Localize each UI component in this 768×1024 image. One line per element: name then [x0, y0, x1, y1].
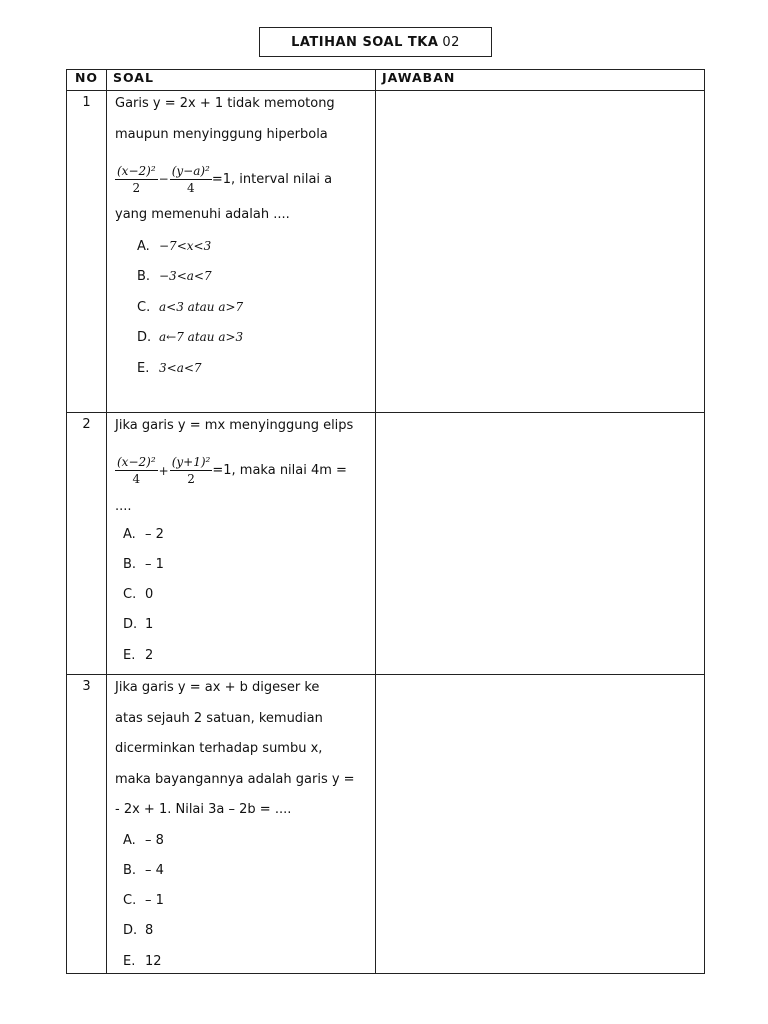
- option-label: C.: [137, 299, 151, 315]
- equation: [115, 446, 375, 496]
- option-text: 0: [145, 587, 154, 603]
- question-number: 2: [67, 413, 107, 675]
- fraction: [115, 454, 158, 487]
- question-cell: [107, 675, 376, 974]
- table-header-row: [67, 70, 705, 91]
- option-label: D.: [123, 617, 138, 633]
- question-text: Garis y = 2x + 1 tidak memotong: [115, 96, 335, 111]
- title-number: 02: [442, 34, 460, 50]
- question-text: Jika garis y = mx menyinggung elips: [115, 418, 354, 433]
- option-label: B.: [137, 269, 151, 284]
- answer-option: [107, 860, 375, 890]
- question-text: - 2x + 1. Nilai 3a – 2b = ....: [115, 802, 292, 817]
- option-label: E.: [123, 647, 136, 663]
- option-label: D.: [123, 923, 138, 939]
- option-text: 3<a<7: [159, 360, 202, 375]
- question-text: maupun menyinggung hiperbola: [115, 126, 328, 142]
- question-cell: [107, 413, 376, 675]
- fraction-numerator: (y−a)²: [171, 163, 210, 178]
- answer-option: [107, 614, 375, 644]
- operator: −: [158, 172, 169, 186]
- option-label: A.: [123, 832, 136, 848]
- equation-tail: =1, maka nilai 4m =: [212, 463, 347, 478]
- fraction: [170, 454, 213, 487]
- fraction-denominator: 2: [132, 180, 141, 195]
- option-label: B.: [123, 862, 137, 878]
- option-label: A.: [137, 238, 150, 254]
- header-soal: SOAL: [107, 70, 376, 91]
- option-label: E.: [137, 360, 150, 376]
- fraction-numerator: (y+1)²: [171, 455, 211, 469]
- document-title: [259, 27, 492, 57]
- equation: [115, 154, 375, 204]
- option-text: −3<a<7: [159, 269, 212, 283]
- option-text: 1: [145, 617, 154, 633]
- answer-option: [107, 951, 375, 973]
- fraction: [115, 163, 158, 196]
- answer-option: [107, 584, 375, 614]
- option-text: −7<x<3: [159, 238, 212, 253]
- option-text: a←7 atau a>3: [159, 330, 244, 344]
- fraction-numerator: (x−2)²: [117, 163, 156, 178]
- answer-option: [107, 920, 375, 950]
- option-text: – 4: [145, 862, 164, 878]
- answer-option: [115, 235, 375, 266]
- fraction: [170, 163, 212, 196]
- title-text: LATIHAN SOAL TKA: [291, 34, 439, 50]
- fraction-denominator: 4: [186, 180, 195, 195]
- option-text: 8: [145, 923, 154, 939]
- fraction-numerator: (x−2)²: [117, 455, 156, 469]
- option-label: E.: [123, 953, 136, 969]
- table-row: [67, 91, 705, 413]
- question-text: ....: [115, 498, 132, 514]
- answer-cell[interactable]: [376, 413, 705, 675]
- question-number: 3: [67, 675, 107, 974]
- option-text: – 1: [145, 893, 164, 909]
- option-text: 2: [145, 647, 154, 663]
- option-text: a<3 atau a>7: [159, 299, 244, 314]
- question-text: dicerminkan terhadap sumbu x,: [115, 741, 323, 756]
- option-label: C.: [123, 587, 137, 603]
- answer-option: [107, 645, 375, 667]
- question-text: Jika garis y = ax + b digeser ke: [115, 680, 320, 695]
- equation-tail: =1, interval nilai a: [211, 171, 333, 187]
- table-row: [67, 413, 705, 675]
- question-number: 1: [67, 91, 107, 413]
- option-label: B.: [123, 556, 137, 572]
- fraction-denominator: 2: [187, 472, 195, 486]
- option-text: – 1: [145, 556, 164, 572]
- question-text: yang memenuhi adalah ....: [115, 207, 290, 222]
- answer-cell[interactable]: [376, 91, 705, 413]
- option-text: – 8: [145, 832, 164, 848]
- question-text: maka bayangannya adalah garis y =: [115, 771, 355, 787]
- table-row: [67, 675, 705, 974]
- answer-option: [107, 830, 375, 860]
- answer-option: [115, 296, 375, 327]
- answer-option: [107, 524, 375, 554]
- answer-option: [107, 890, 375, 920]
- question-table: [66, 69, 705, 974]
- option-label: C.: [123, 893, 137, 909]
- option-label: A.: [123, 526, 136, 542]
- answer-option: [115, 326, 375, 357]
- operator: +: [158, 463, 169, 478]
- fraction-denominator: 4: [132, 472, 141, 486]
- answer-option: [115, 265, 375, 296]
- answer-option: [107, 554, 375, 584]
- option-text: 12: [145, 953, 162, 969]
- question-cell: [107, 91, 376, 413]
- answer-option: [115, 357, 375, 388]
- question-text: atas sejauh 2 satuan, kemudian: [115, 710, 323, 726]
- option-label: D.: [137, 330, 152, 345]
- header-jawaban: JAWABAN: [376, 70, 705, 91]
- header-no: NO: [67, 70, 107, 91]
- answer-cell[interactable]: [376, 675, 705, 974]
- option-text: – 2: [145, 526, 164, 542]
